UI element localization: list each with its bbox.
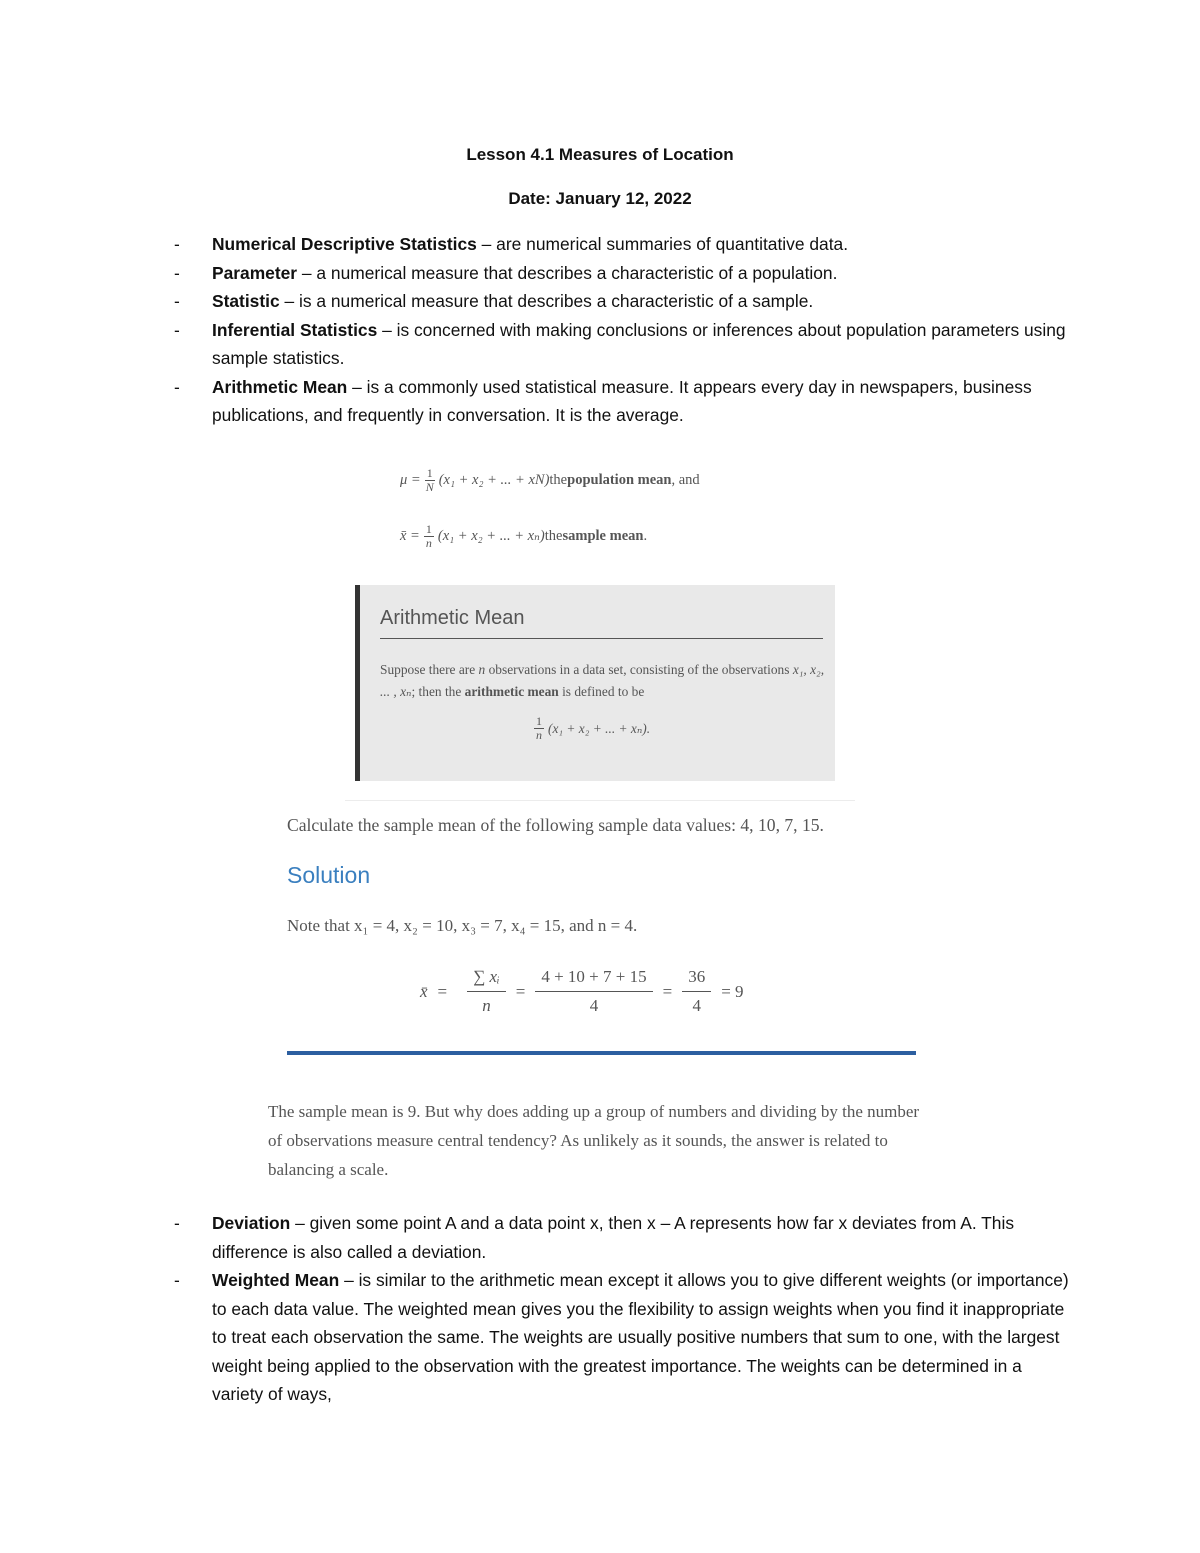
bullet-dash: -	[174, 234, 180, 254]
fraction-numerator: 36	[682, 965, 711, 992]
section-divider	[345, 800, 855, 801]
definition-text: – is similar to the arithmetic mean except it allows you to give different weights (or importance) to each data value. The weighted mean gives you the flexibility to assign weights when you find it inappropriate to treat each observation the same. The weights are usually positive numbers that sum to one, with the largest weight being applied to the observation with the greatest importance. The weights can be determined in a variety of ways,	[212, 1270, 1069, 1404]
box-formula	[530, 715, 650, 742]
fraction	[424, 523, 434, 550]
definition-deviation	[170, 1209, 1070, 1266]
formula-label-end: , and	[671, 471, 700, 488]
fraction-numerator: ∑ xᵢ	[467, 965, 506, 992]
formula-lhs: x̄ =	[400, 527, 420, 544]
definition-text: – is a commonly used statistical measure. It appears every day in newspapers, business publications, and frequently in conversation. It is the average.	[212, 376, 1032, 425]
solution-end-rule	[287, 1051, 916, 1055]
lesson-title: Lesson 4.1 Measures of Location	[466, 145, 734, 164]
fraction-denominator: 4	[692, 996, 701, 1015]
fraction-denominator: n	[425, 535, 432, 550]
definition-text: – is a numerical measure that describes a characteristic of a sample.	[279, 291, 814, 311]
formula-label: the	[544, 527, 563, 544]
bullet-dash: -	[174, 1213, 180, 1233]
fraction-numerator: 1	[426, 465, 433, 480]
xbar-symbol: x̄	[420, 981, 428, 1001]
definition-parameter	[170, 259, 1070, 288]
box-text-part: ; then the	[411, 684, 465, 699]
definition-term: Numerical Descriptive Statistics	[212, 234, 477, 254]
box-divider	[380, 638, 823, 639]
solution-note: Note that x₁ = 4, x₂ = 10, x₃ = 7, x₄ = 15, and n = 4.	[287, 916, 638, 935]
definitions-list-top	[170, 230, 1070, 430]
explanation-paragraph: The sample mean is 9. But why does adding up a group of numbers and dividing by the number of observations measure central tendency? As unlikely as it sounds, the answer is related to balancing a scale.	[268, 1102, 920, 1179]
formula-lhs: μ =	[400, 471, 421, 488]
definition-statistic	[170, 287, 1070, 316]
fraction-numerator: 1	[536, 714, 542, 728]
fraction-numerator: 4 + 10 + 7 + 15	[535, 965, 652, 992]
bullet-dash: -	[174, 376, 180, 397]
formula-label-bold: population mean	[567, 471, 672, 488]
fraction-denominator: n	[482, 996, 491, 1015]
definition-arithmetic-mean	[170, 373, 1070, 430]
formula-label-end: .	[643, 527, 648, 544]
population-mean-formula	[400, 455, 820, 505]
box-text-part: is defined to be	[558, 684, 645, 699]
example-question: Calculate the sample mean of the following sample data values: 4, 10, 7, 15.	[287, 815, 824, 835]
sample-mean-calculation	[420, 965, 744, 1018]
definitions-list-bottom	[170, 1209, 1070, 1409]
definition-term: Weighted Mean	[212, 1270, 340, 1290]
equals-sign: =	[515, 981, 526, 1001]
lesson-date: Date: January 12, 2022	[508, 189, 692, 208]
formula-expression: (x₁ + x₂ + ... + xN)	[438, 471, 550, 488]
box-text	[380, 659, 825, 703]
formula-label: the	[549, 471, 568, 488]
mean-formulas	[400, 455, 820, 567]
definition-weighted-mean	[170, 1266, 1070, 1409]
box-title: Arithmetic Mean	[380, 607, 525, 629]
equals-sign: =	[437, 981, 448, 1001]
fraction-sum-over-n	[467, 965, 506, 1018]
bullet-dash: -	[174, 262, 180, 283]
formula-expression: (x₁ + x₂ + ... + xₙ)	[437, 527, 545, 544]
definition-term: Parameter	[212, 262, 298, 283]
fraction-denominator: 4	[589, 996, 599, 1015]
definition-term: Inferential Statistics	[212, 319, 378, 340]
fraction	[425, 467, 435, 494]
definition-numerical-descriptive-statistics	[170, 230, 1070, 259]
arithmetic-mean-definition-box	[355, 585, 835, 781]
sample-mean-formula	[400, 511, 820, 561]
fraction-denominator: N	[425, 479, 434, 494]
solution-heading: Solution	[287, 862, 371, 888]
bullet-dash: -	[174, 319, 180, 340]
definition-inferential-statistics	[170, 316, 1070, 373]
bullet-dash: -	[174, 291, 180, 311]
definition-text: – is concerned with making conclusions or inferences about population parameters using sample statistics.	[212, 319, 1066, 368]
definition-text: – given some point A and a data point x, then x – A represents how far x deviates from A. This difference is also called a deviation.	[212, 1213, 1015, 1262]
definition-term: Arithmetic Mean	[212, 376, 348, 397]
formula-label-bold: sample mean	[562, 527, 644, 544]
box-text-part: Suppose there are	[380, 662, 479, 677]
fraction-denominator: n	[536, 728, 542, 742]
box-text-observations: x₁, x₂, ... , xₙ	[380, 662, 825, 699]
definition-term: Statistic	[212, 291, 280, 311]
definition-text: – a numerical measure that describes a characteristic of a population.	[297, 262, 838, 283]
equals-sign: =	[662, 981, 673, 1001]
result: = 9	[721, 981, 744, 1001]
fraction-values	[535, 965, 652, 1018]
fraction-numerator: 1	[425, 521, 432, 536]
fraction-total	[682, 965, 711, 1018]
box-text-variable: n	[478, 662, 486, 677]
formula-expression: (x₁ + x₂ + ... + xₙ).	[548, 720, 651, 736]
definition-term: Deviation	[212, 1213, 291, 1233]
definition-text: – are numerical summaries of quantitative data.	[476, 234, 849, 254]
fraction	[534, 715, 544, 742]
box-text-bold: arithmetic mean	[464, 684, 559, 699]
box-text-part: observations in a data set, consisting of the observations	[485, 662, 793, 677]
bullet-dash: -	[174, 1270, 180, 1290]
